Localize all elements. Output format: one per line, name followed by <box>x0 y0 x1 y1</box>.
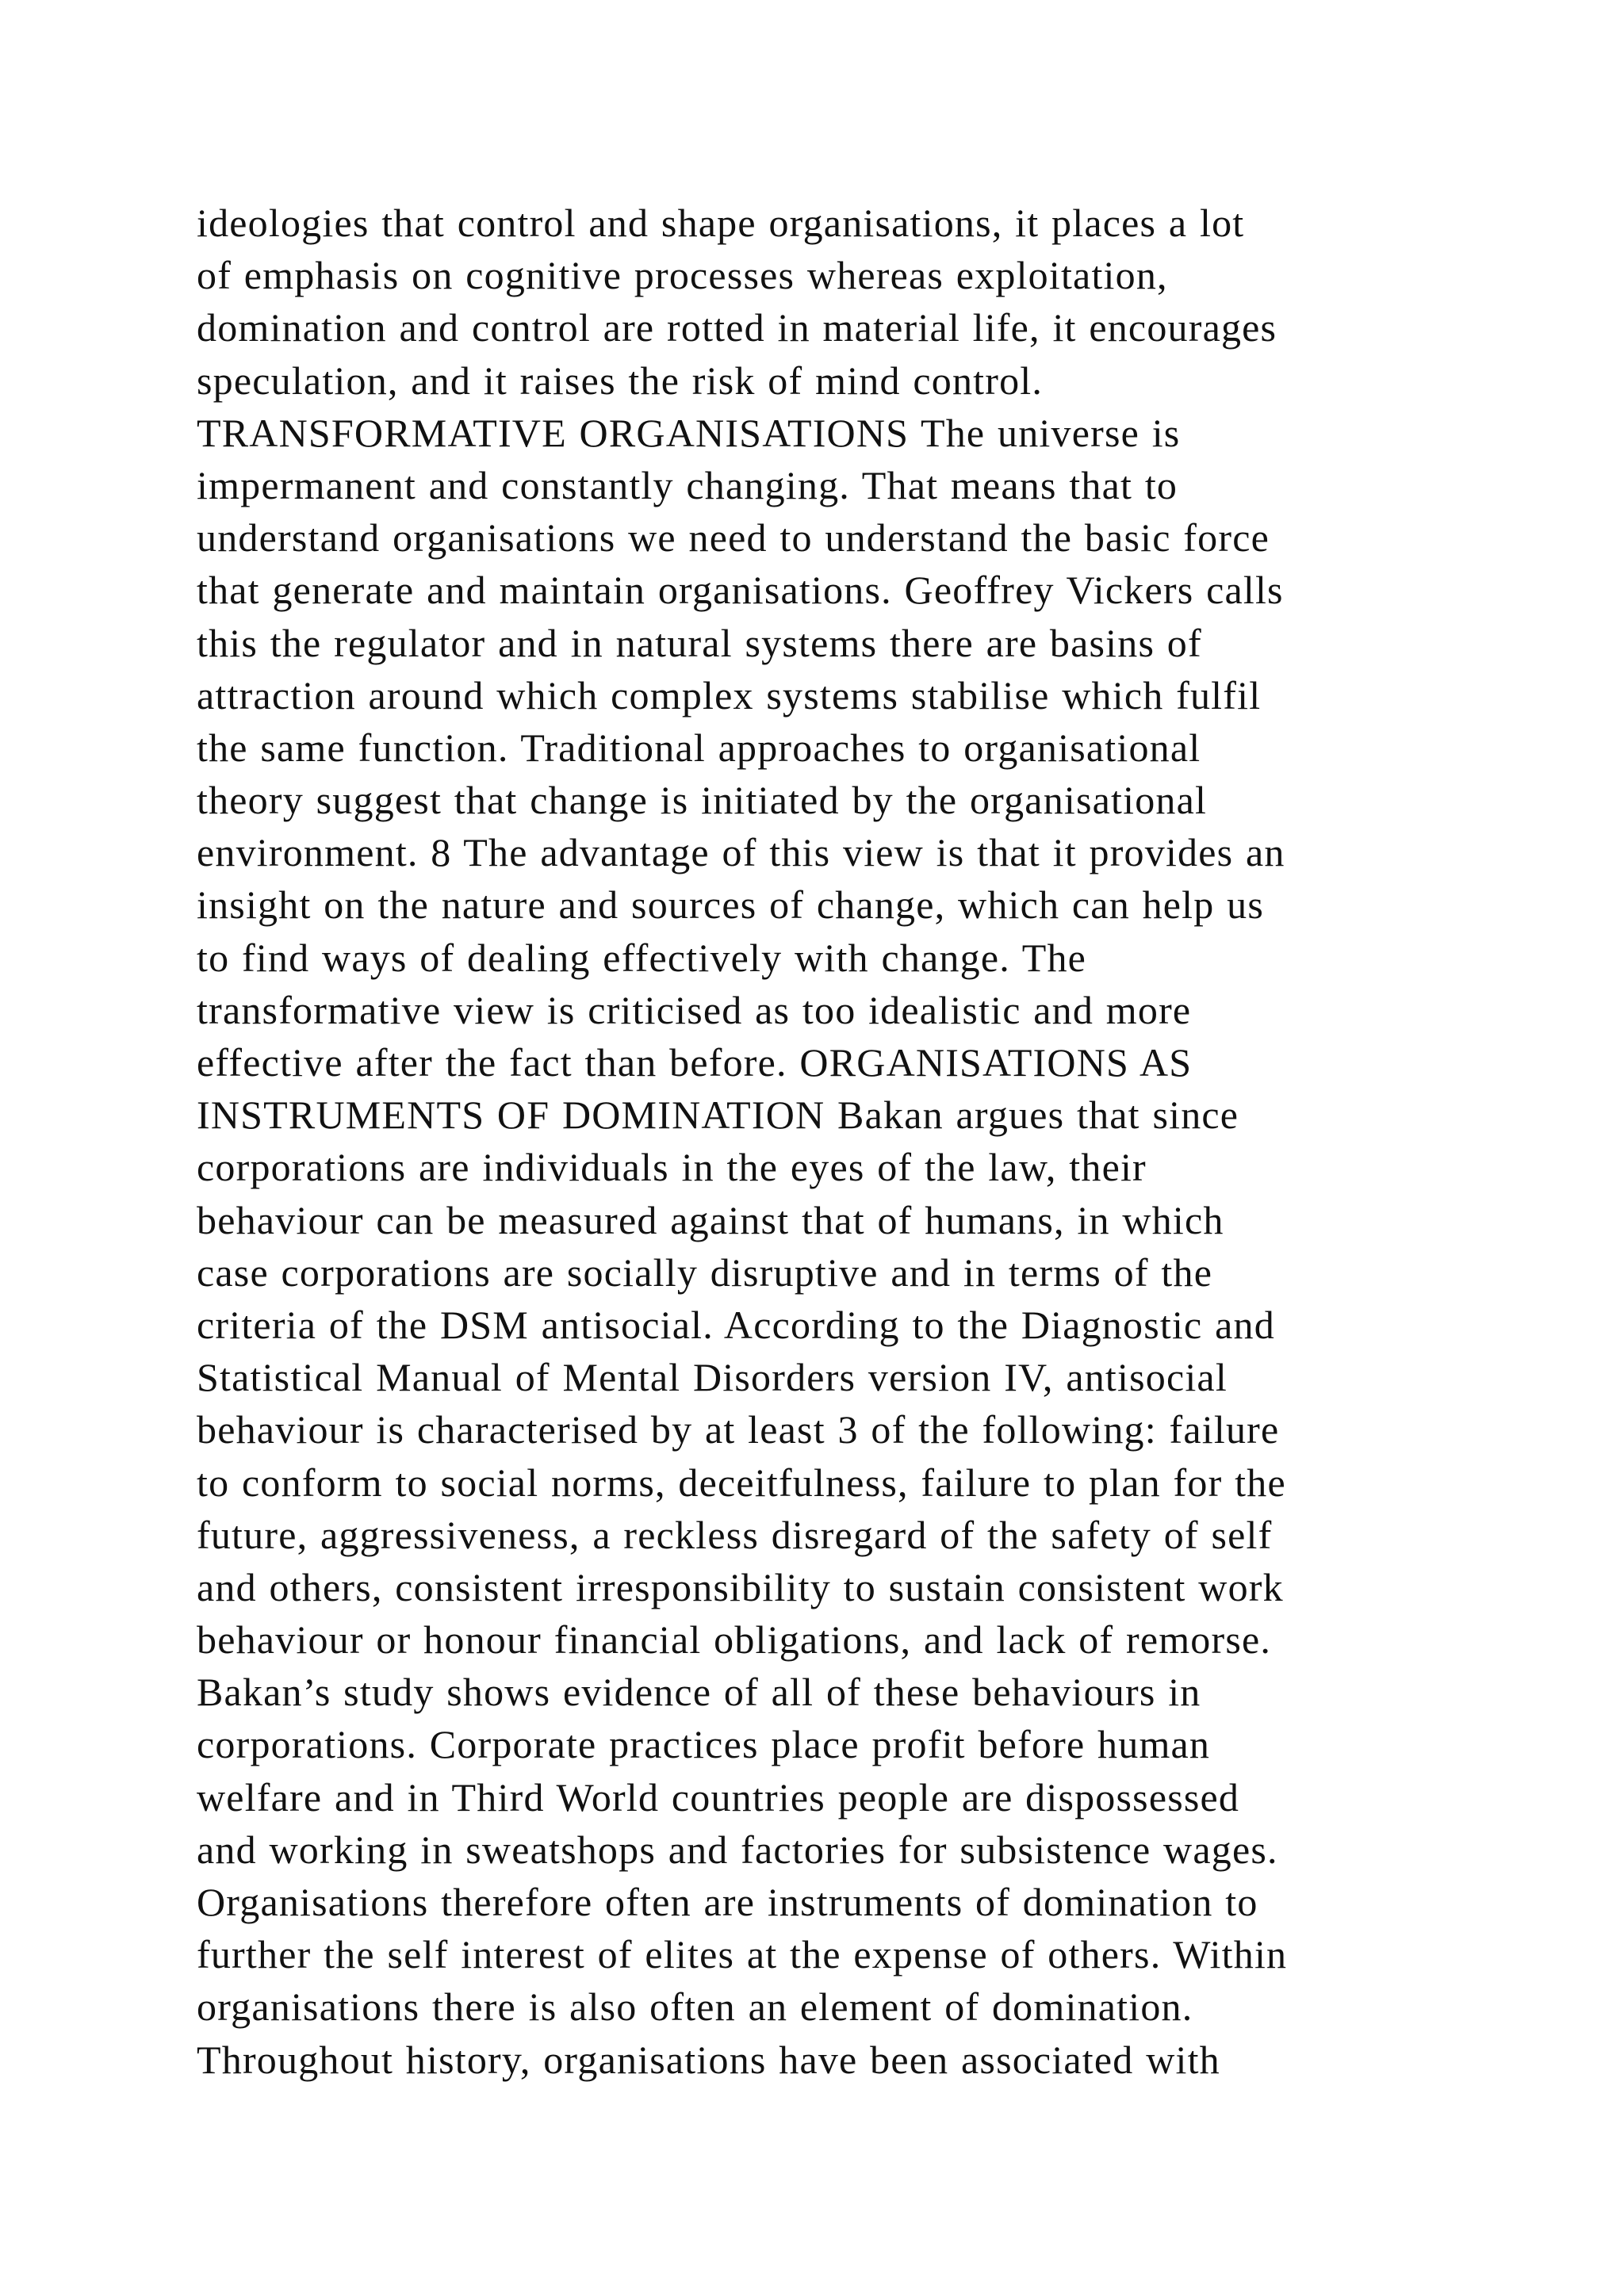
text-line: Throughout history, organisations have been associated with <box>197 2037 1220 2082</box>
text-line: this the regulator and in natural systems there are basins of <box>197 620 1202 665</box>
text-line: insight on the nature and sources of change, which can help us <box>197 882 1265 928</box>
text-line: criteria of the DSM antisocial. According to the Diagnostic and <box>197 1302 1275 1347</box>
text-line: ideologies that control and shape organisations, it places a lot <box>197 201 1245 245</box>
text-line: and others, consistent irresponsibility to sustain consistent work <box>197 1564 1284 1609</box>
text-line: welfare and in Third World countries people are dispossessed <box>197 1774 1240 1820</box>
body-text <box>197 197 1513 2086</box>
text-line: TRANSFORMATIVE ORGANISATIONS The universe is <box>197 410 1181 455</box>
text-line: and working in sweatshops and factories for subsistence wages. <box>197 1827 1278 1872</box>
text-line: Bakan’s study shows evidence of all of these behaviours in <box>197 1670 1201 1715</box>
text-line: domination and control are rotted in material life, it encourages <box>197 305 1277 350</box>
text-line: organisations there is also often an element of domination. <box>197 1984 1193 2030</box>
text-line: INSTRUMENTS OF DOMINATION Bakan argues that since <box>197 1093 1239 1138</box>
text-line: future, aggressiveness, a reckless disregard of the safety of self <box>197 1512 1273 1557</box>
text-line: case corporations are socially disruptive and in terms of the <box>197 1249 1213 1295</box>
text-line: the same function. Traditional approaches to organisational <box>197 725 1201 770</box>
text-line: that generate and maintain organisations. Geoffrey Vickers calls <box>197 568 1284 613</box>
text-line: of emphasis on cognitive processes whereas exploitation, <box>197 253 1168 298</box>
text-line: to find ways of dealing effectively with change. The <box>197 935 1087 980</box>
text-line: corporations. Corporate practices place profit before human <box>197 1722 1211 1767</box>
text-line: attraction around which complex systems stabilise which fulfil <box>197 672 1262 718</box>
text-line: behaviour can be measured against that of humans, in which <box>197 1197 1224 1242</box>
text-line: to conform to social norms, deceitfulness, failure to plan for the <box>197 1460 1286 1505</box>
text-line: further the self interest of elites at the expense of others. Within <box>197 1932 1288 1977</box>
text-line: transformative view is criticised as too idealistic and more <box>197 987 1192 1032</box>
text-line: behaviour is characterised by at least 3 of the following: failure <box>197 1407 1280 1452</box>
text-line: theory suggest that change is initiated by the organisational <box>197 778 1208 823</box>
text-line: behaviour or honour financial obligations, and lack of remorse. <box>197 1617 1272 1663</box>
text-line: Organisations therefore often are instruments of domination to <box>197 1880 1258 1924</box>
text-line: environment. 8 The advantage of this view is that it provides an <box>197 830 1285 875</box>
text-line: speculation, and it raises the risk of mind control. <box>197 358 1044 403</box>
text-line: effective after the fact than before. ORGANISATIONS AS <box>197 1040 1193 1085</box>
text-line: impermanent and constantly changing. That means that to <box>197 462 1178 507</box>
text-line: Statistical Manual of Mental Disorders version IV, antisocial <box>197 1355 1228 1400</box>
text-line: understand organisations we need to understand the basic force <box>197 515 1270 561</box>
text-line: corporations are individuals in the eyes of the law, their <box>197 1145 1147 1190</box>
